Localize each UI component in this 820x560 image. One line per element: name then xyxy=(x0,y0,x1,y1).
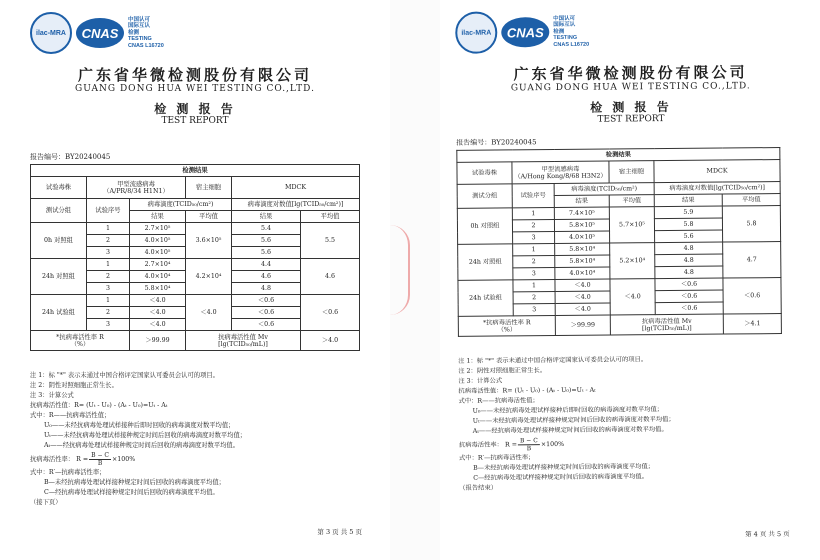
sample-no: 2 xyxy=(87,271,130,283)
log-header: 病毒滴度对数值[lg(TCID₅₀/cm²)] xyxy=(654,182,780,195)
table-row xyxy=(457,206,780,221)
page-number: 第 4 页 共 5 页 xyxy=(745,529,790,539)
formula-ut: Uₜ——未经抗病毒处理试样接种规定时间后回收的病毒滴度对数平均值； xyxy=(44,432,247,439)
titer-header: 病毒滴度(TCID₅₀/cm²) xyxy=(130,199,232,211)
titer-average: ＜4.0 xyxy=(186,295,232,331)
table-title: 检测结果 xyxy=(457,148,780,163)
table-row xyxy=(31,259,360,271)
titer-value: 4.0×10⁵ xyxy=(555,231,610,243)
company-name-en: GUANG DONG HUA WEI TESTING CO.,LTD. xyxy=(510,81,751,94)
log-value: ＜0.6 xyxy=(655,278,723,291)
titer-value: 5.8×10⁴ xyxy=(130,283,186,295)
log-value: 5.6 xyxy=(232,235,301,247)
titer-value: 2.7×10⁵ xyxy=(130,223,186,235)
sample-no: 3 xyxy=(87,283,130,295)
cnas-text-line: CNAS L16720 xyxy=(128,42,164,49)
results-table xyxy=(30,164,360,351)
sample-no: 3 xyxy=(513,304,555,316)
sample-no: 2 xyxy=(87,307,130,319)
titer-value: 5.8×10⁴ xyxy=(555,243,610,255)
group-name: 24h 对照组 xyxy=(458,244,513,280)
company-name-en: GUANG DONG HUA WEI TESTING CO.,LTD. xyxy=(75,84,315,94)
formula-rate-r: R = xyxy=(504,441,518,449)
report-title-cn: 检 测 报 告 xyxy=(154,102,236,116)
activity-rate-label xyxy=(31,331,130,351)
titer-avg-header: 平均值 xyxy=(186,211,232,223)
log-value: ＜0.6 xyxy=(655,290,723,303)
titer-value: 5.8×10⁵ xyxy=(554,219,609,231)
formula-fraction xyxy=(518,437,540,452)
formula-rate-prefix: 抗病毒活性率： xyxy=(30,456,75,463)
strain-label: 试验毒株 xyxy=(457,162,512,184)
sample-label: 试验序号 xyxy=(87,199,130,223)
cnas-text-line: TESTING xyxy=(553,35,578,42)
activity-value-label xyxy=(610,314,723,335)
formula-denominator: B xyxy=(526,445,532,453)
cnas-text-line: TESTING xyxy=(128,36,152,43)
activity-rate-unit: （%） xyxy=(497,325,517,334)
formula-fraction xyxy=(89,452,111,467)
sample-label: 试验序号 xyxy=(512,184,554,208)
report-title-en: TEST REPORT xyxy=(597,114,665,125)
titer-value: 4.0×10⁴ xyxy=(555,267,610,279)
formula-activity-value: 抗病毒活性值：R= (Uₜ - U₀) - (Aₜ - U₀)=Uₜ - Aₜ xyxy=(458,386,596,395)
strain-value xyxy=(87,177,186,199)
formula-numerator: B − C xyxy=(518,437,540,445)
cnas-text-line: 中国认可 xyxy=(128,16,151,23)
sample-no: 2 xyxy=(513,292,555,304)
table-title: 检测结果 xyxy=(31,165,360,177)
titer-average: 4.2×10⁴ xyxy=(186,259,232,295)
company-name-cn: 广东省华微检测股份有限公司 xyxy=(513,63,748,84)
cnas-accreditation-text xyxy=(128,17,164,50)
group-label: 测试分组 xyxy=(457,184,512,208)
header-logos xyxy=(30,12,164,54)
formula-at: Aₜ——经抗病毒处理试样接种规定时间后回收的病毒滴度对数平均值。 xyxy=(44,442,240,449)
activity-value: ＞4.0 xyxy=(301,331,360,351)
table-row xyxy=(31,295,360,307)
sample-no: 3 xyxy=(513,232,555,244)
titer-value: 4.0×10⁴ xyxy=(130,271,186,283)
log-value: ＜0.6 xyxy=(232,307,301,319)
formula-where-2: 式中：R′—抗病毒活性率； xyxy=(458,454,535,462)
log-value: 5.6 xyxy=(655,230,723,243)
formula-b: B—未经抗病毒处理试样接种规定时间后回收的病毒滴度平均值； xyxy=(44,479,225,486)
sample-no: 3 xyxy=(513,268,555,280)
titer-average: 3.6×10⁵ xyxy=(186,223,232,259)
titer-average: 5.7×10⁵ xyxy=(609,207,654,243)
titer-average: 5.2×10⁴ xyxy=(610,243,655,279)
report-number: 报告编号：BY20240045 xyxy=(30,153,111,161)
sample-no: 1 xyxy=(87,259,130,271)
sample-no: 2 xyxy=(512,220,554,232)
log-value: 4.8 xyxy=(655,254,723,267)
group-name: 0h 对照组 xyxy=(457,208,512,244)
titer-value: ＜4.0 xyxy=(555,303,610,315)
titer-value: 2.7×10⁴ xyxy=(130,259,186,271)
note-2: 注 2：阴性对照细胞正常生长。 xyxy=(30,382,118,389)
log-average: ＜0.6 xyxy=(723,278,781,315)
host-label: 宿主细胞 xyxy=(186,177,232,199)
log-value: 5.8 xyxy=(654,218,722,231)
report-title-en: TEST REPORT xyxy=(161,116,229,126)
activity-value-unit: [lg(TCID₅₀/mL)] xyxy=(218,340,268,348)
table-row xyxy=(458,278,781,293)
strain-code: （A/PR/8/34 H1N1） xyxy=(103,187,169,195)
sample-no: 2 xyxy=(513,256,555,268)
notes xyxy=(30,371,246,508)
host-value: MDCK xyxy=(654,160,780,183)
formula-rate-prefix: 抗病毒活性率： xyxy=(458,441,503,449)
formula-numerator: B − C xyxy=(91,452,109,459)
cnas-logo: CNAS xyxy=(76,18,124,48)
log-value: 4.4 xyxy=(232,259,301,271)
activity-value-unit: [lg(TCID₅₀/mL)] xyxy=(641,324,692,332)
formula-at: Aₜ——经抗病毒处理试样接种规定时间后回收的病毒滴度对数平均值。 xyxy=(472,426,668,435)
formula-denominator: B xyxy=(97,460,103,467)
log-value: 5.6 xyxy=(232,247,301,259)
formula-where-2: 式中：R′—抗病毒活性率； xyxy=(30,469,106,476)
activity-value-label xyxy=(186,331,301,351)
seal-stamp-edge xyxy=(390,225,410,315)
report-page-4 xyxy=(440,0,820,560)
log-value: 4.8 xyxy=(655,266,723,279)
cnas-text-line: 检测 xyxy=(128,29,140,36)
log-avg-header: 平均值 xyxy=(301,211,360,223)
titer-avg-header: 平均值 xyxy=(609,195,654,207)
formula-u0: U₀——未经抗病毒处理试样接种后即时回收的病毒滴度对数平均值； xyxy=(472,406,664,415)
group-name: 24h 试验组 xyxy=(458,280,513,316)
sample-no: 3 xyxy=(87,247,130,259)
sample-no: 1 xyxy=(512,208,554,220)
activity-rate-title: *抗病毒活性率 R xyxy=(482,318,531,327)
page-end-note: （报告结束） xyxy=(459,484,498,492)
header-logos xyxy=(455,11,589,54)
activity-rate-value: ＞99.99 xyxy=(130,331,186,351)
note-3: 注 3：计算公式 xyxy=(30,392,74,399)
formula-ut: Uₜ——未经抗病毒处理试样接种规定时间后回收的病毒滴度对数平均值； xyxy=(472,415,675,425)
titer-result-header: 结果 xyxy=(554,195,609,207)
log-average: 4.7 xyxy=(723,242,781,279)
strain-name: 甲型流感病毒 xyxy=(117,180,155,188)
formula-activity-rate xyxy=(459,435,675,454)
log-value: ＜0.6 xyxy=(232,295,301,307)
note-3: 注 3：计算公式 xyxy=(458,377,503,385)
report-number: 报告编号：BY20240045 xyxy=(456,138,537,147)
log-result-header: 结果 xyxy=(232,211,301,223)
titer-value: ＜4.0 xyxy=(555,291,610,303)
titer-value: 7.4×10⁵ xyxy=(554,207,609,219)
sample-no: 1 xyxy=(513,244,555,256)
note-2: 注 2：阴性对照细胞正常生长。 xyxy=(458,367,547,375)
activity-rate-label xyxy=(458,316,555,337)
ilac-mra-logo: ilac-MRA xyxy=(455,12,497,54)
formula-activity-rate xyxy=(30,451,246,468)
note-1: 注 1：标 "*" 表示未通过中国合格评定国家认可委员会认可的项目。 xyxy=(458,356,648,365)
titer-average: ＜4.0 xyxy=(610,279,655,315)
log-value: ＜0.6 xyxy=(655,302,723,315)
sample-no: 2 xyxy=(87,235,130,247)
cnas-logo: CNAS xyxy=(501,17,549,47)
titer-value: ＜4.0 xyxy=(130,307,186,319)
log-average: 5.8 xyxy=(722,206,780,243)
cnas-text-line: CNAS L16720 xyxy=(553,41,590,48)
table-row xyxy=(31,223,360,235)
cnas-text-line: 检测 xyxy=(553,28,565,35)
log-value: 5.4 xyxy=(232,223,301,235)
log-value: 4.8 xyxy=(232,283,301,295)
formula-b: B—未经抗病毒处理试样接种规定时间后回收的病毒滴度平均值； xyxy=(473,463,655,472)
log-average: 4.6 xyxy=(301,259,360,295)
strain-value xyxy=(512,161,609,184)
host-label: 宿主细胞 xyxy=(609,161,654,183)
titer-result-header: 结果 xyxy=(130,211,186,223)
note-1: 注 1：标 "*" 表示未通过中国合格评定国家认可委员会认可的项目。 xyxy=(30,372,219,379)
formula-u0: U₀——未经抗病毒处理试样接种后即时回收的病毒滴度对数平均值； xyxy=(44,422,235,429)
cnas-text-line: 国际互认 xyxy=(553,22,576,29)
log-value: 5.9 xyxy=(654,206,722,219)
titer-value: ＜4.0 xyxy=(130,319,186,331)
titer-value: 4.0×10⁵ xyxy=(130,235,186,247)
titer-value: 5.8×10⁴ xyxy=(555,255,610,267)
formula-rate-suffix: ×100% xyxy=(540,440,565,449)
strain-name: 甲型流感病毒 xyxy=(541,165,580,173)
report-page-3 xyxy=(0,0,390,560)
formula-c: C—经抗病毒处理试样接种规定时间后回收的病毒滴度平均值。 xyxy=(44,489,219,496)
log-value: 4.6 xyxy=(232,271,301,283)
titer-value: ＜4.0 xyxy=(555,279,610,291)
log-average: ＜0.6 xyxy=(301,295,360,331)
cnas-accreditation-text xyxy=(553,15,589,48)
titer-value: 4.0×10⁵ xyxy=(130,247,186,259)
log-value: 4.8 xyxy=(655,242,723,255)
group-name: 24h 试验组 xyxy=(31,295,87,331)
activity-value-title: 抗病毒活性值 Mv xyxy=(641,317,692,325)
log-value: ＜0.6 xyxy=(232,319,301,331)
log-result-header: 结果 xyxy=(654,194,722,207)
titer-value: ＜4.0 xyxy=(130,295,186,307)
sample-no: 1 xyxy=(87,295,130,307)
sample-no: 1 xyxy=(87,223,130,235)
activity-rate-value: ＞99.99 xyxy=(555,315,610,335)
report-title-cn: 检 测 报 告 xyxy=(590,99,672,115)
page-number: 第 3 页 共 5 页 xyxy=(317,528,362,536)
sample-no: 3 xyxy=(87,319,130,331)
host-value: MDCK xyxy=(232,177,360,199)
formula-where-1: 式中：R——抗病毒活性值； xyxy=(30,412,111,419)
company-name-cn: 广东省华微检测股份有限公司 xyxy=(77,66,312,84)
log-average: 5.5 xyxy=(301,223,360,259)
group-name: 24h 对照组 xyxy=(31,259,87,295)
formula-rate-r: R = xyxy=(76,456,89,463)
page-end-note: （接下页） xyxy=(30,499,62,506)
group-label: 测试分组 xyxy=(31,199,87,223)
table-row xyxy=(458,242,781,257)
formula-where-1: 式中：R——抗病毒活性值； xyxy=(458,397,539,405)
sample-no: 1 xyxy=(513,280,555,292)
results-table xyxy=(456,147,782,337)
group-name: 0h 对照组 xyxy=(31,223,87,259)
titer-header: 病毒滴度(TCID₅₀/cm²) xyxy=(554,183,654,196)
strain-label: 试验毒株 xyxy=(31,177,87,199)
page-gap xyxy=(390,0,440,560)
formula-c: C—经抗病毒处理试样接种规定时间后回收的病毒滴度平均值。 xyxy=(473,473,649,482)
formula-rate-suffix: ×100% xyxy=(111,456,136,463)
log-header: 病毒滴度对数值[lg(TCID₅₀/cm²)] xyxy=(232,199,360,211)
activity-value-title: 抗病毒活性值 Mv xyxy=(218,333,268,341)
activity-rate-unit: （%） xyxy=(70,340,90,348)
activity-value: ＞4.1 xyxy=(723,314,781,335)
formula-activity-value: 抗病毒活性值：R= (Uₜ - U₀) - (Aₜ - U₀)=Uₜ - Aₜ xyxy=(30,402,168,409)
cnas-text-line: 中国认可 xyxy=(553,15,576,22)
activity-rate-title: *抗病毒活性率 R xyxy=(56,333,104,341)
cnas-text-line: 国际互认 xyxy=(128,23,151,30)
notes xyxy=(458,355,675,494)
strain-code: （A/Hong Kong/8/68 H3N2） xyxy=(514,172,607,180)
ilac-mra-logo: ilac-MRA xyxy=(30,12,72,54)
log-avg-header: 平均值 xyxy=(722,194,780,207)
